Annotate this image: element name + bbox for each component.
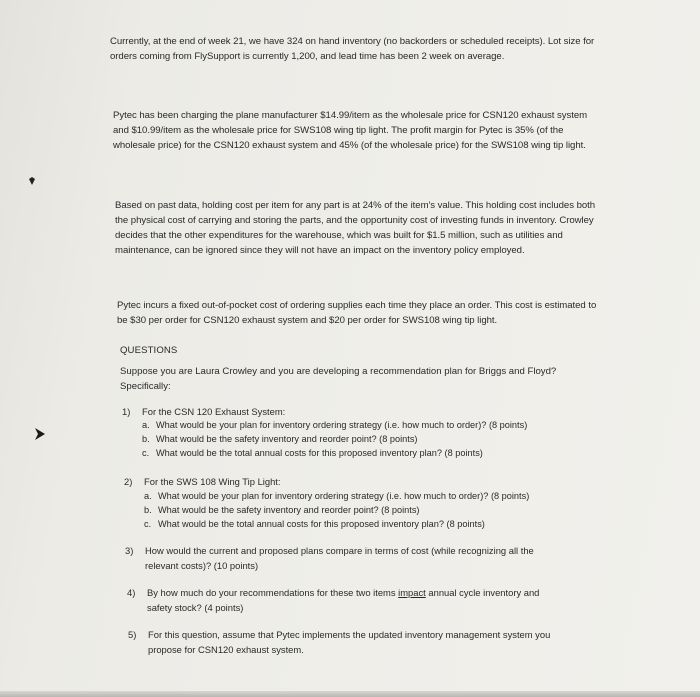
sub-text: What would be the safety inventory and reorder point? (8 points)	[156, 434, 418, 444]
question-text-cont: propose for CSN120 exhaust system.	[148, 644, 304, 655]
question-number: 4)	[127, 587, 136, 598]
question-1	[122, 404, 285, 419]
question-4	[127, 585, 577, 615]
question-2b	[144, 503, 419, 517]
page-edge	[0, 691, 700, 697]
question-3	[125, 543, 575, 573]
questions-heading: QUESTIONS	[120, 345, 178, 356]
sub-text: What would be your plan for inventory ordering strategy (i.e. how much to order)? (8 points)	[158, 491, 530, 501]
question-text: For this question, assume that Pytec implements the updated inventory management system you	[148, 629, 551, 640]
sub-letter: a.	[142, 420, 150, 430]
sub-text: What would be the total annual costs for this proposed inventory plan? (8 points)	[156, 448, 483, 458]
sub-text: What would be your plan for inventory ordering strategy (i.e. how much to order)? (8 points)	[156, 420, 528, 430]
question-number: 2)	[124, 476, 133, 487]
question-1a	[142, 418, 527, 432]
sub-letter: a.	[144, 491, 152, 501]
emphasis-impact: impact	[398, 587, 426, 598]
paragraph-pricing: Pytec has been charging the plane manufacturer $14.99/item as the wholesale price for CSN120 exhaust system and $10.99/item as the wholesale price for SWS108 wing tip light. The profit margin for Pytec is 35% (of the wholesale price) for the CSN120 exhaust system and 45% (of the wholesale price) for the SWS108 wing tip light.	[113, 109, 588, 151]
question-1c	[142, 446, 483, 460]
paragraph-ordering-cost: Pytec incurs a fixed out-of-pocket cost of ordering supplies each time they place an order. This cost is estimated to be $30 per order for CSN120 exhaust system and $20 per order for SWS108 wing tip light.	[117, 299, 597, 326]
question-text: By how much do your recommendations for these two items	[147, 587, 399, 598]
question-number: 3)	[125, 545, 134, 556]
pen-mark-icon	[28, 176, 36, 186]
question-text: How would the current and proposed plans compare in terms of cost (while recognizing all the	[145, 545, 534, 556]
question-title: For the SWS 108 Wing Tip Light:	[144, 476, 281, 487]
question-text-cont: relevant costs)? (10 points)	[145, 560, 259, 571]
sub-letter: c.	[142, 448, 150, 458]
question-2	[124, 474, 281, 489]
question-title: For the CSN 120 Exhaust System:	[142, 406, 286, 417]
pointer-cursor-icon	[34, 427, 46, 441]
sub-text: What would be the safety inventory and reorder point? (8 points)	[158, 505, 420, 515]
question-2c	[144, 517, 485, 531]
sub-text: What would be the total annual costs for this proposed inventory plan? (8 points)	[158, 519, 485, 529]
paragraph-inventory-status: Currently, at the end of week 21, we have 324 on hand inventory (no backorders or scheduled receipts). Lot size for orders coming from FlySupport is currently 1,200, and lead time has been 2 week on average.	[110, 35, 595, 62]
sub-letter: b.	[142, 434, 150, 444]
question-number: 5)	[128, 629, 137, 640]
question-2a	[144, 489, 529, 503]
sub-letter: c.	[144, 519, 152, 529]
questions-intro: Suppose you are Laura Crowley and you are developing a recommendation plan for Briggs and Floyd? Specifically:	[120, 366, 557, 392]
question-1b	[142, 432, 417, 446]
question-text-post: annual cycle inventory and	[425, 587, 540, 598]
paragraph-holding-cost: Based on past data, holding cost per item for any part is at 24% of the item's value. This holding cost includes both the physical cost of carrying and storing the parts, and the opportunity cost of investing funds in inventory. Crowley decides that the other expenditures for the warehouse, which was built for $1.5 million, such as utilities and maintenance, can be ignored since they will not have an impact on the inventory policy employed.	[115, 199, 596, 257]
question-5	[128, 627, 578, 657]
question-text-cont: safety stock? (4 points)	[147, 602, 244, 613]
question-number: 1)	[122, 406, 131, 417]
sub-letter: b.	[144, 505, 152, 515]
